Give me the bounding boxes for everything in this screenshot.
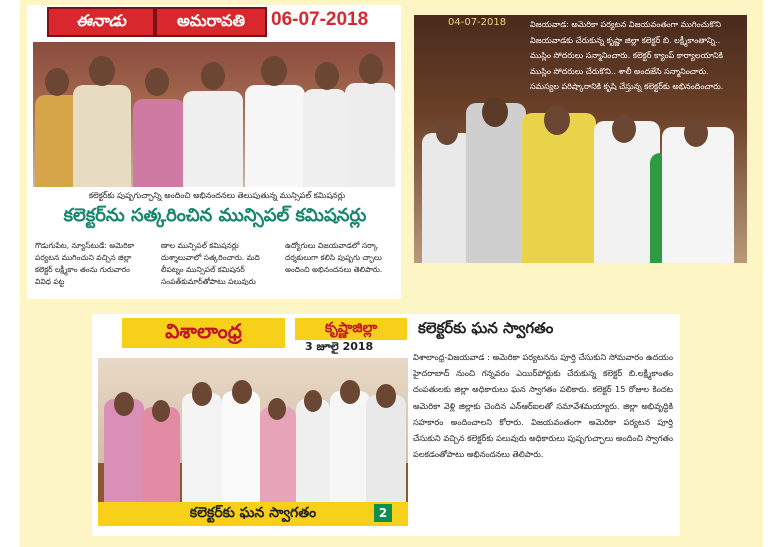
- page-number-badge: 2: [374, 504, 392, 522]
- overlay-line: విజయవాడ: అమెరికా పర్యటన విజయవంతంగా ముగించుకొని: [530, 20, 722, 29]
- felicitation-photo: [33, 42, 395, 187]
- eenadu-masthead: ఈనాడు: [47, 7, 155, 37]
- overlay-line: సమస్యల పరిష్కారానికి కృషి చేస్తున్న కలెక్టర్‌కు అభినందించారు.: [530, 82, 724, 91]
- edition-label: అమరావతి: [155, 7, 267, 37]
- visalaandhra-masthead: విశాలాంధ్ర: [122, 318, 285, 348]
- clipping-date: 06-07-2018: [271, 9, 369, 30]
- muslim-brothers-photo: [414, 15, 747, 263]
- photo-overlay-text: [530, 17, 744, 95]
- clipping-date: 3 జూలై 2018: [305, 340, 374, 353]
- photo-caption: కలెక్టర్‌కు పుష్పగుచ్ఛాన్ని అందించి అభినందనలు తెలుపుతున్న మున్సిపల్ కమిషనర్లు: [88, 191, 346, 200]
- eenadu-clipping: [27, 5, 401, 299]
- overlay-line: విజయవాడకు చేరుకున్న కృష్ణా జిల్లా కలెక్టర్ బి. లక్ష్మీకాంతాన్ని..: [530, 35, 721, 45]
- body-column-1: గొడుగుపేట, న్యూస్‌టుడే: అమెరికా పర్యటన ముగించుని వచ్చిన జిల్లా కలెక్టర్ లక్ష్మీకాం తంను గురువారం వివిధ పట్ట: [35, 241, 135, 286]
- welcome-photo: [98, 358, 408, 503]
- district-label: కృష్ణాజిల్లా: [295, 318, 407, 340]
- headline: కలెక్టర్‌ను సత్కరించిన మున్సిపల్ కమిషనర్లు: [63, 205, 367, 226]
- body-column-2: ణాల మున్సిపల్ కమిషనర్లు దుశ్శాలువాలో సత్కరించారు. మది లీపట్నం మున్సిపల్ కమిషనర్ సంపత్‌కుమార్‌తోపాటు పలువురు: [161, 241, 260, 286]
- visalaandhra-clipping: [92, 314, 680, 536]
- photo-caption: కలెక్టర్‌కు ఘన స్వాగతం: [98, 502, 408, 526]
- overlay-line: ముస్లిం సోదరులు చేరుకొని.. శాలీ అందజేసి సన్మానించారు.: [530, 66, 709, 76]
- article-body: విశాలాంధ్ర-విజయవాడ : అమెరికా పర్యటనను పూర్తి చేసుకుని సోమవారం ఉదయం హైదరాబాద్ నుంచి గన్నవరం ఎయిర్‌పోర్టుకు చేరుకున్న కలెక్టర్ బి.లక్ష్మీకాంతం దంపతులకు జిల్లా అధికారులు ఘన స్వాగతం పలికారు. కలెక్టర్ 15 రోజుల కిందట అమెరికా వెళ్లి జిల్లాకు చెందిన ఎన్ఆర్ఐలతో సమావేశమయ్యారు. జిల్లా అభివృద్ధికి సహకారం అందించాలని కోరారు. విజయవంతంగా అమెరికా పర్యటన పూర్తి చేసుకుని వచ్చిన కలెక్టర్‌కు పలువురు అధికారులు పుష్పగుచ్ఛాలు అందించి స్వాగతం పలకడంతోపాటు అభినందనలు తెలిపారు.: [413, 352, 673, 460]
- body-column-3: ఉద్యోగులు విజయవాడలో సర్కా దర్శకులుగా కలిసి పుష్పగు చ్ఛాలు అందించి అభినందనలు తెలిపారు.: [285, 241, 383, 274]
- headline: కలెక్టర్‌కు ఘన స్వాగతం: [418, 319, 554, 337]
- photo-date: 04-07-2018: [448, 17, 507, 28]
- overlay-line: ముస్లిం సోదరులు సన్మానించారు. కలెక్టర్ క్యాంప్ కార్యాలయానికి: [530, 51, 723, 60]
